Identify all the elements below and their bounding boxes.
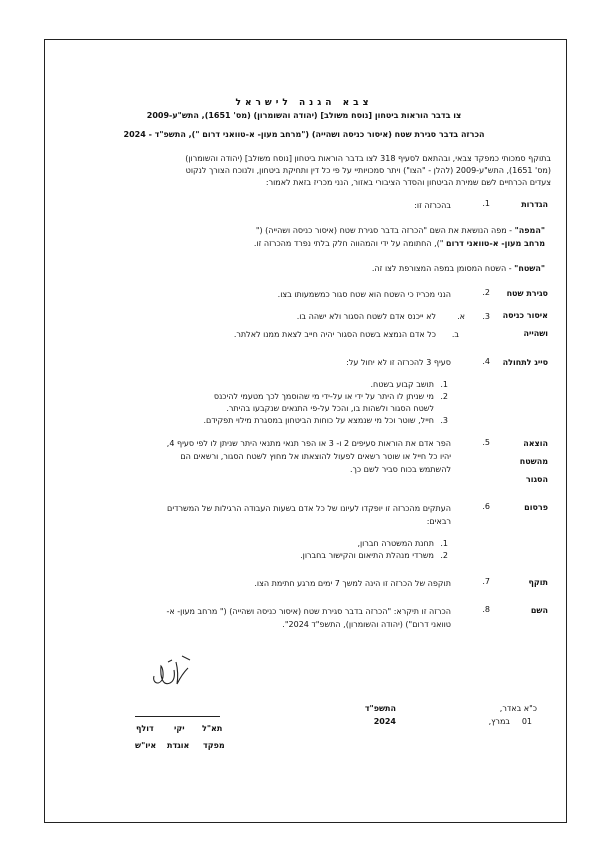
area-name: מרחב מעון- א-טוואני דרום	[446, 239, 545, 248]
section-4-number: 4.	[482, 357, 490, 366]
definition-area	[100, 263, 545, 275]
section-1-heading: הגדרות	[521, 200, 548, 209]
definition-area-term: "השטח"	[514, 264, 545, 273]
section-6-line-1: העתקים מהכרזה זו יופקדו לעיונו של כל אדם בשעות העבודה הרגילות של המשרדים	[167, 504, 451, 513]
section-2-number: 2.	[482, 288, 490, 297]
signer-first-name: יקי	[174, 724, 185, 733]
hebrew-date: כ"א באדר,	[499, 704, 537, 713]
gregorian-year: 2024	[373, 717, 396, 726]
section-5-heading-1: הוצאה	[523, 439, 548, 448]
intro-line-2: (מס' 1651), התש"ע-2009 (להלן - "הצו") ויתר סמכויותיי על פי כל דין ותחיקת ביטחון, ולנוכח הצורך לנקוט	[185, 166, 551, 175]
section-4-lead: סעיף 3 להכרזה זו לא יחול על:	[346, 358, 451, 367]
section-6-item-2-num: 2.	[440, 551, 448, 560]
definition-map-text-2: "), החתומה על ידי והמהווה חלק בלתי נפרד מהכרזה זו.	[253, 239, 447, 248]
section-5-line-2: יהיו כל חייל או שוטר רשאים לפעול להוצאתו אל מחוץ לשטח הסגור, ורשאים הם	[180, 452, 451, 461]
section-3-b-text: כל אדם הנמצא בשטח הסגור יהיה חייב לצאת ממנו לאלתר.	[233, 330, 436, 339]
order-title: צו בדבר הוראות ביטחון [נוסח משולב] (יהודה והשומרון) (מס' 1651), התש"ע-2009	[146, 111, 462, 120]
section-5-heading-3: הסגור	[525, 475, 548, 484]
section-3-number: 3.	[482, 312, 490, 321]
section-3-heading-2: ושהייה	[523, 329, 548, 338]
section-6-line-2: רבאים:	[426, 517, 451, 526]
section-7-text: תוקפה של הכרזה זו הינה למשך 7 ימים מרגע חתימת הצו.	[254, 579, 451, 588]
signer-rank: תא"ל	[202, 724, 223, 733]
intro-line-1: בתוקף סמכותי כמפקד צבאי, ובהתאם לסעיף 318 לצו בדבר הוראות ביטחון [נוסח משולב] (יהודה והשומרון)	[185, 154, 551, 163]
section-4-item-2-line-2: לשטח הסגור ולשהות בו, והכל על-פי התנאים שנקבעו בהיתר.	[226, 404, 434, 413]
signer-title-1: מפקד	[203, 741, 225, 750]
org-title: צבא הגנה לישראל	[235, 98, 373, 108]
section-1-lead: בהכרזה זו:	[414, 201, 451, 210]
declaration-title: הכרזה בדבר סגירת שטח (איסור כניסה ושהייה) ("מרחב מעון- א-טוואני דרום "), התשפ"ד - 2024	[123, 130, 485, 139]
section-5-number: 5.	[482, 438, 490, 447]
definition-map-line-2	[100, 238, 545, 250]
definition-area-text: - השטח המסומן במפה המצורפת לצו זה.	[371, 264, 515, 273]
signer-last-name: דולף	[136, 724, 154, 733]
section-5-heading-2: מהשטח	[519, 457, 548, 466]
section-8-number: 8.	[482, 605, 490, 614]
signer-title-3: איו"ש	[135, 741, 157, 750]
section-3-heading-1: איסור כניסה	[502, 311, 548, 320]
section-4-item-2-line-1: מי שניתן לו היתר על ידי או על-ידי מי שהוסמך לכך מטעמי להיכנס	[213, 392, 434, 401]
section-3-b-label: ב.	[451, 330, 459, 339]
gregorian-month: במרץ,	[488, 717, 510, 726]
handwritten-signature	[148, 650, 200, 692]
signer-title-2: אוגדת	[167, 741, 190, 750]
section-4-item-3-num: 3.	[440, 416, 448, 425]
section-8-line-2: טוואני דרום") (יהודה והשומרון), התשפ"ד 2024".	[282, 620, 451, 629]
section-6-item-1: תחנת המשטרה חברון,	[357, 539, 434, 548]
intro-line-3: צעדים הכרחיים לשם שמירת הביטחון והסדר הציבורי באזור, הנני מכריז בזאת לאמור:	[265, 178, 551, 187]
section-5-line-3: להשתמש בכוח סביר לשם כך.	[350, 465, 451, 474]
section-6-heading: פרסום	[524, 503, 548, 512]
section-8-line-1: הכרזה זו תיקרא: "הכרזה בדבר סגירת שטח (איסור כניסה ושהייה) (" מרחב מעון- א-	[166, 607, 451, 616]
section-3-a-text: לא ייכנס אדם לשטח הסגור ולא ישהה בו.	[296, 312, 436, 321]
section-4-item-1: תושב קבוע בשטח.	[370, 380, 434, 389]
section-1-number: 1.	[482, 199, 490, 208]
section-4-heading: סייג לתחולה	[502, 358, 548, 367]
section-3-a-label: א.	[457, 312, 465, 321]
section-2-heading: סגירת שטח	[506, 289, 548, 298]
definition-map-term: "המפה"	[514, 226, 545, 235]
section-8-heading: השם	[530, 606, 548, 615]
section-4-item-2-num: 2.	[440, 392, 448, 401]
section-7-heading: תוקף	[528, 578, 548, 587]
section-6-number: 6.	[482, 502, 490, 511]
section-4-item-3: חייל, שוטר וכל מי שנמצא על כוחות הביטחון במסגרת מילוי תפקידם.	[203, 416, 434, 425]
definition-map-text: - מפה הנושאת את השם "הכרזה בדבר סגירת שטח (איסור כניסה ושהייה) ("	[255, 226, 515, 235]
definition-map	[100, 225, 545, 237]
section-2-text: הנני מכריז כי השטח הוא שטח סגור כמשמעותו בצו.	[277, 290, 451, 299]
section-4-item-1-num: 1.	[440, 380, 448, 389]
signature-line	[135, 716, 220, 717]
gregorian-day: 01	[521, 717, 532, 726]
section-5-line-1: הפר אדם את הוראות סעיפים 2 ו- 3 או הפר תנאי מתנאי היתר שניתן לו לפי סעיף 4,	[166, 439, 451, 448]
section-7-number: 7.	[482, 577, 490, 586]
hebrew-year: התשפ"ד	[364, 704, 396, 713]
section-6-item-1-num: 1.	[440, 539, 448, 548]
section-6-item-2: משרדי מנהלת התיאום והקישור בחברון.	[300, 551, 434, 560]
